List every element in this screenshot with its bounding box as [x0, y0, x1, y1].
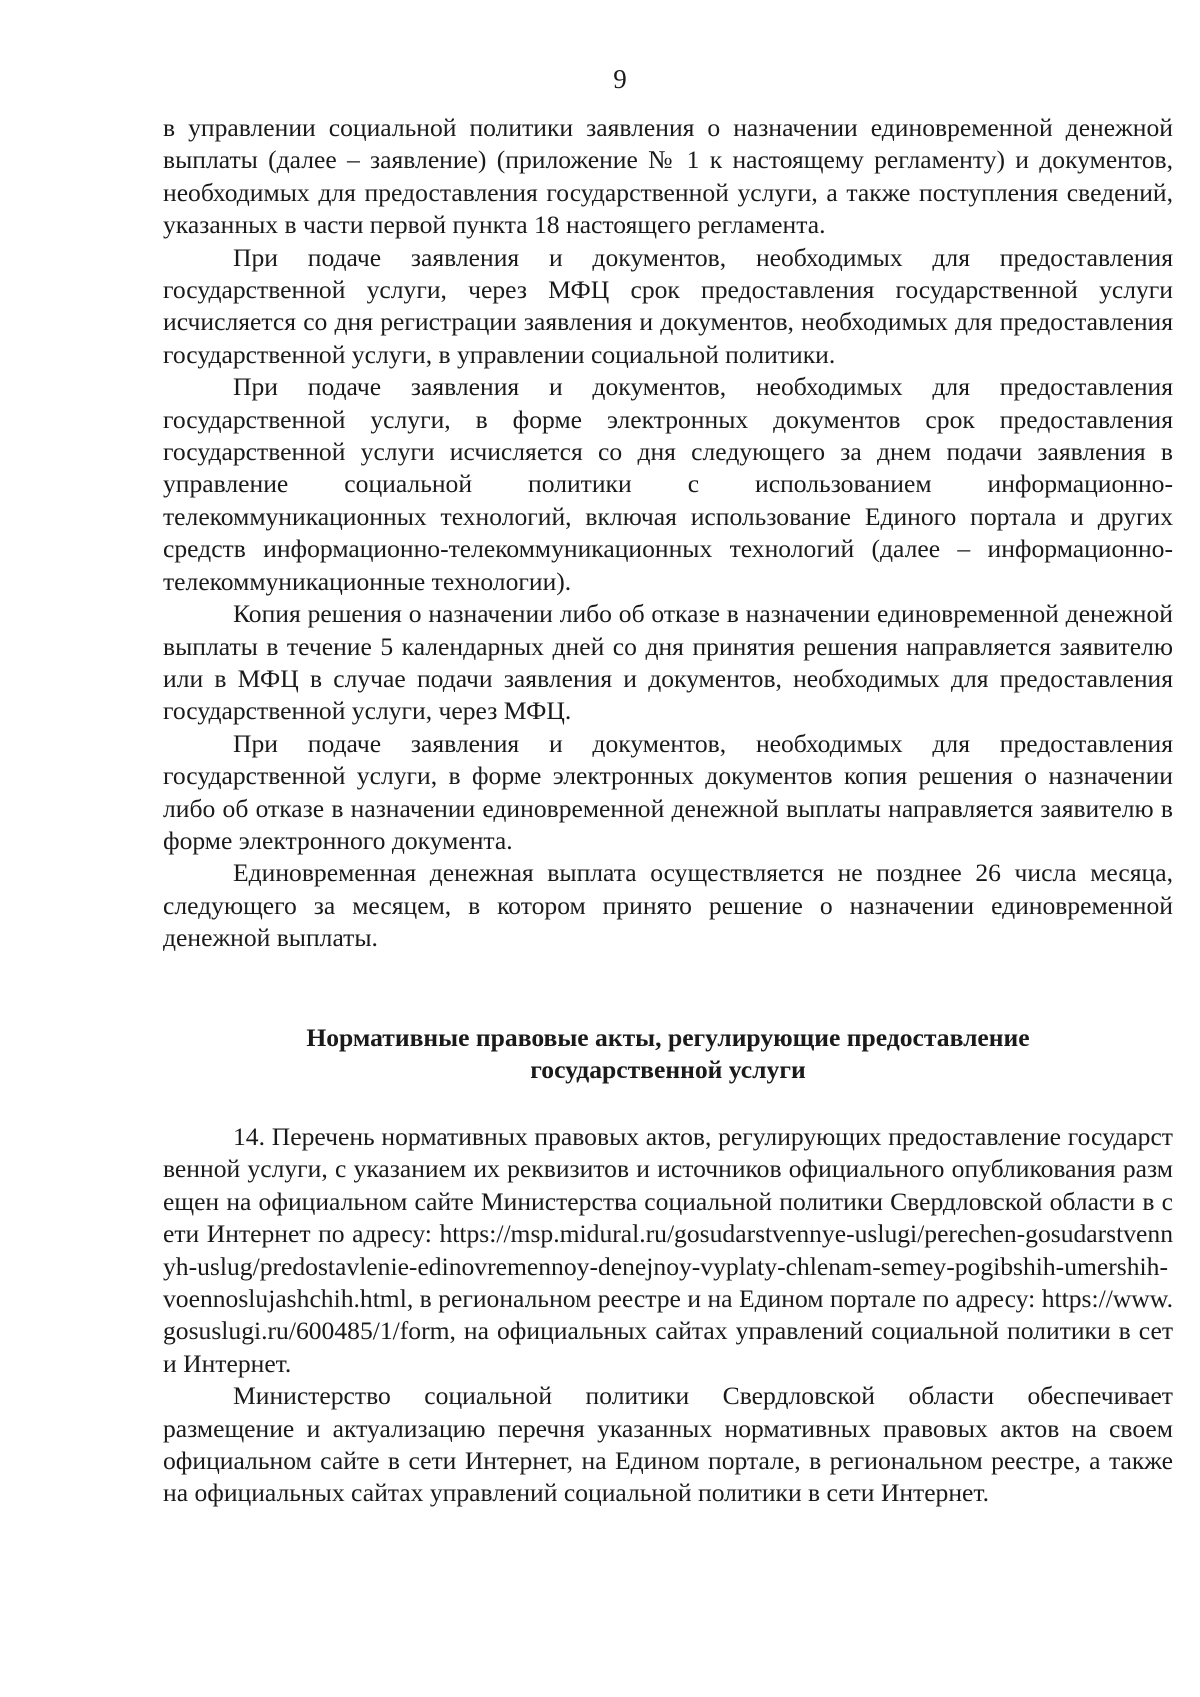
section-heading-line-1: Нормативные правовые акты, регулирующие предоставление [306, 1023, 1030, 1052]
document-body [163, 112, 1173, 955]
paragraph-payment-deadline: Единовременная денежная выплата осуществляется не позднее 26 числа месяца, следующего за месяцем, в котором принято решение о назначении единовременной денежной выплаты. [163, 858, 1173, 953]
page-number: 9 [613, 64, 627, 94]
section-heading [163, 1022, 1173, 1086]
paragraph-ministry-publication: Министерство социальной политики Свердловской области обеспечивает размещение и актуализацию перечня указанных нормативных правовых актов на своем официальном сайте в сети Интернет, на Едином портале, в региональном реестре, а также на официальных сайтах управлений социальной политики в сети Интернет. [163, 1381, 1173, 1508]
section-heading-line-2: государственной услуги [530, 1055, 806, 1084]
paragraph-electronic-term: При подаче заявления и документов, необходимых для предоставления государственной услуги, в форме электронных документов срок предоставления государственной услуги исчисляется со дня следующего за днем подачи заявления в управление социальной политики с использованием информационно-телекоммуникационных технологий, включая использование Единого портала и других средств информационно-телекоммуникационных технологий (далее – информационно-телекоммуникационные технологии). [163, 372, 1173, 596]
paragraph-legal-acts-list: 14. Перечень нормативных правовых актов, регулирующих предоставление государственной услуги, с указанием их реквизитов и источников официального опубликования размещен на официальном сайте Министерства социальной политики Свердловской области в сети Интернет по адресу: https://msp.midural.ru/gosudarstvennye-uslugi/perechen-gosudarstvennyh-uslug/predostavlenie-edinovremennoy-denejnoy-vyplaty-chlenam-semey-pogibshih-umershih-voennoslujashchih.html, в региональном реестре и на Едином портале по адресу: https://www.gosuslugi.ru/600485/1/form, на официальных сайтах управлений социальной политики в сети Интернет. [163, 1122, 1173, 1378]
paragraph-electronic-decision: При подаче заявления и документов, необходимых для предоставления государственной услуги, в форме электронных документов копия решения о назначении либо об отказе в назначении единовременной денежной выплаты направляется заявителю в форме электронного документа. [163, 728, 1173, 855]
paragraph-decision-copy: Копия решения о назначении либо об отказе в назначении единовременной денежной выплаты в течение 5 календарных дней со дня принятия решения направляется заявителю или в МФЦ в случае подачи заявления и документов, необходимых для предоставления государственной услуги, через МФЦ. [163, 599, 1173, 726]
paragraph-continuation: в управлении социальной политики заявления о назначении единовременной денежной выплаты (далее – заявление) (приложение № 1 к настоящему регламенту) и документов, необходимых для предоставления государственной услуги, а также поступления сведений, указанных в части первой пункта 18 настоящего регламента. [163, 113, 1173, 240]
section-body [163, 1121, 1173, 1510]
paragraph-mfc-term: При подаче заявления и документов, необходимых для предоставления государственной услуги, через МФЦ срок предоставления государственной услуги исчисляется со дня регистрации заявления и документов, необходимых для предоставления государственной услуги, в управлении социальной политики. [163, 242, 1173, 369]
